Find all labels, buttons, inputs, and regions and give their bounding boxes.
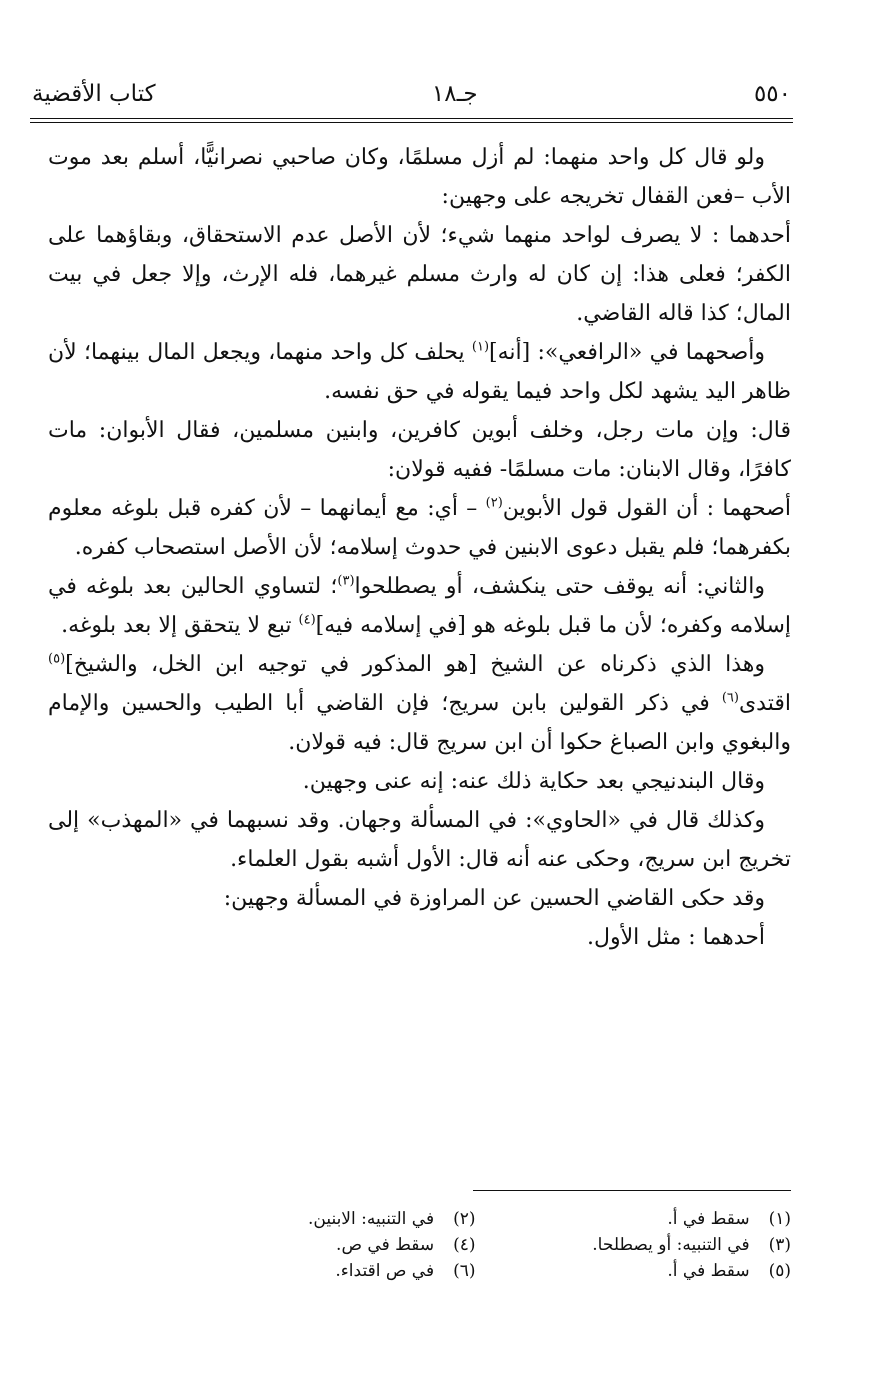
footnote-item <box>516 1258 792 1284</box>
paragraph <box>48 762 791 801</box>
paragraph <box>48 138 791 216</box>
paragraph-text: ؛ لتساوي الحالين بعد بلوغه في إسلامه وكفره؛ لأن ما قبل بلوغه هو [في إسلامه فيه] <box>48 574 791 638</box>
running-header <box>32 74 791 114</box>
footnote-item <box>200 1232 476 1258</box>
paragraph-text: وهذا الذي ذكرناه عن الشيخ [هو المذكور في توجيه ابن الخل، والشيخ] <box>65 652 765 677</box>
paragraph-text: وقال البندنيجي بعد حكاية ذلك عنه: إنه عنى وجهين. <box>302 769 765 794</box>
footnote-number: (٢) <box>453 1209 476 1229</box>
footnote-mark-2: (٢) <box>485 495 503 511</box>
footnote-text: سقط في ص. <box>336 1235 435 1255</box>
main-text <box>48 138 791 957</box>
paragraph <box>48 333 791 411</box>
paragraph-text: وقد حكى القاضي الحسين عن المراوزة في المسألة وجهين: <box>223 886 765 911</box>
footnote-item <box>200 1258 476 1284</box>
footnote-number: (١) <box>768 1209 791 1229</box>
paragraph-text: أحدهما : مثل الأول. <box>586 925 765 950</box>
paragraph-text: في ذكر القولين بابن سريج؛ فإن القاضي أبا الطيب والحسين والإمام والبغوي وابن الصباغ حكوا أن ابن سريج قال: فيه قولان. <box>48 691 791 755</box>
paragraph <box>48 645 791 762</box>
page-number: ٥٥٠ <box>753 81 791 107</box>
footnote-item <box>516 1232 792 1258</box>
footnote-item <box>200 1206 476 1232</box>
paragraph-text: والثاني: أنه يوقف حتى ينكشف، أو يصطلحوا <box>354 574 765 599</box>
paragraph-text: أصحهما : أن القول قول الأبوين <box>502 496 791 521</box>
paragraph <box>48 489 791 567</box>
volume-label: جـ١٨ <box>431 81 478 107</box>
footnote-mark-1: (١) <box>471 339 490 355</box>
header-rule <box>30 118 793 123</box>
footnote-item <box>516 1206 792 1232</box>
paragraph <box>48 879 791 918</box>
footnote-text: في ص اقتداء. <box>335 1261 435 1281</box>
paragraph-text: – أي: مع أيمانهما – لأن كفره قبل بلوغه معلوم بكفرهما؛ فلم يقبل دعوى الابنين في حدوث إسلامه؛ لأن الأصل استصحاب كفره. <box>48 496 791 560</box>
paragraph <box>48 567 791 645</box>
footnote-text: في التنبيه: أو يصطلحا. <box>592 1235 750 1255</box>
footnote-text: سقط في أ. <box>667 1209 750 1229</box>
paragraph-text: اقتدى <box>738 691 791 716</box>
paragraph-text: ولو قال كل واحد منهما: لم أزل مسلمًا، وكان صاحبي نصرانيًّا، أسلم بعد موت الأب –فعن القفال تخريجه على وجهين: <box>48 145 791 209</box>
footnote-number: (٥) <box>768 1261 791 1281</box>
footnote-mark-5: (٥) <box>48 651 66 667</box>
paragraph-text: قال: وإن مات رجل، وخلف أبوين كافرين، وابنين مسلمين، فقال الأبوان: مات كافرًا، وقال الابنان: مات مسلمًا- ففيه قولان: <box>48 418 791 482</box>
paragraph-text: أحدهما : لا يصرف لواحد منهما شيء؛ لأن الأصل عدم الاستحقاق، وبقاؤهما على الكفر؛ فعلى هذا: إن كان له وارث مسلم غيرهما، فله الإرث، وإلا جعل في بيت المال؛ كذا قاله القاضي. <box>48 223 791 326</box>
paragraph-text: يحلف كل واحد منهما، ويجعل المال بينهما؛ لأن ظاهر اليد يشهد لكل واحد فيما يقوله في حق نفسه. <box>48 340 791 404</box>
paragraph-text: تبع لا يتحقق إلا بعد بلوغه. <box>61 613 299 638</box>
footnote-rule <box>473 1190 791 1191</box>
footnote-mark-4: (٤) <box>298 612 316 628</box>
footnote-text: سقط في أ. <box>667 1261 750 1281</box>
footnote-number: (٤) <box>453 1235 476 1255</box>
footnote-mark-3: (٣) <box>337 573 355 589</box>
paragraph-text: وكذلك قال في «الحاوي»: في المسألة وجهان. وقد نسبهما في «المهذب» إلى تخريج ابن سريج، وحكى عنه أنه قال: الأول أشبه بقول العلماء. <box>48 808 791 872</box>
paragraph-text: وأصحهما في «الرافعي»: [أنه] <box>489 340 765 365</box>
paragraph <box>48 411 791 489</box>
paragraph <box>48 801 791 879</box>
paragraph <box>48 216 791 333</box>
footnote-number: (٦) <box>453 1261 476 1281</box>
paragraph <box>48 918 791 957</box>
book-title: كتاب الأقضية <box>32 81 156 107</box>
footnote-text: في التنبيه: الابنين. <box>307 1209 435 1229</box>
footnote-mark-6: (٦) <box>721 690 739 706</box>
footnotes <box>200 1206 791 1284</box>
footnote-number: (٣) <box>768 1235 791 1255</box>
